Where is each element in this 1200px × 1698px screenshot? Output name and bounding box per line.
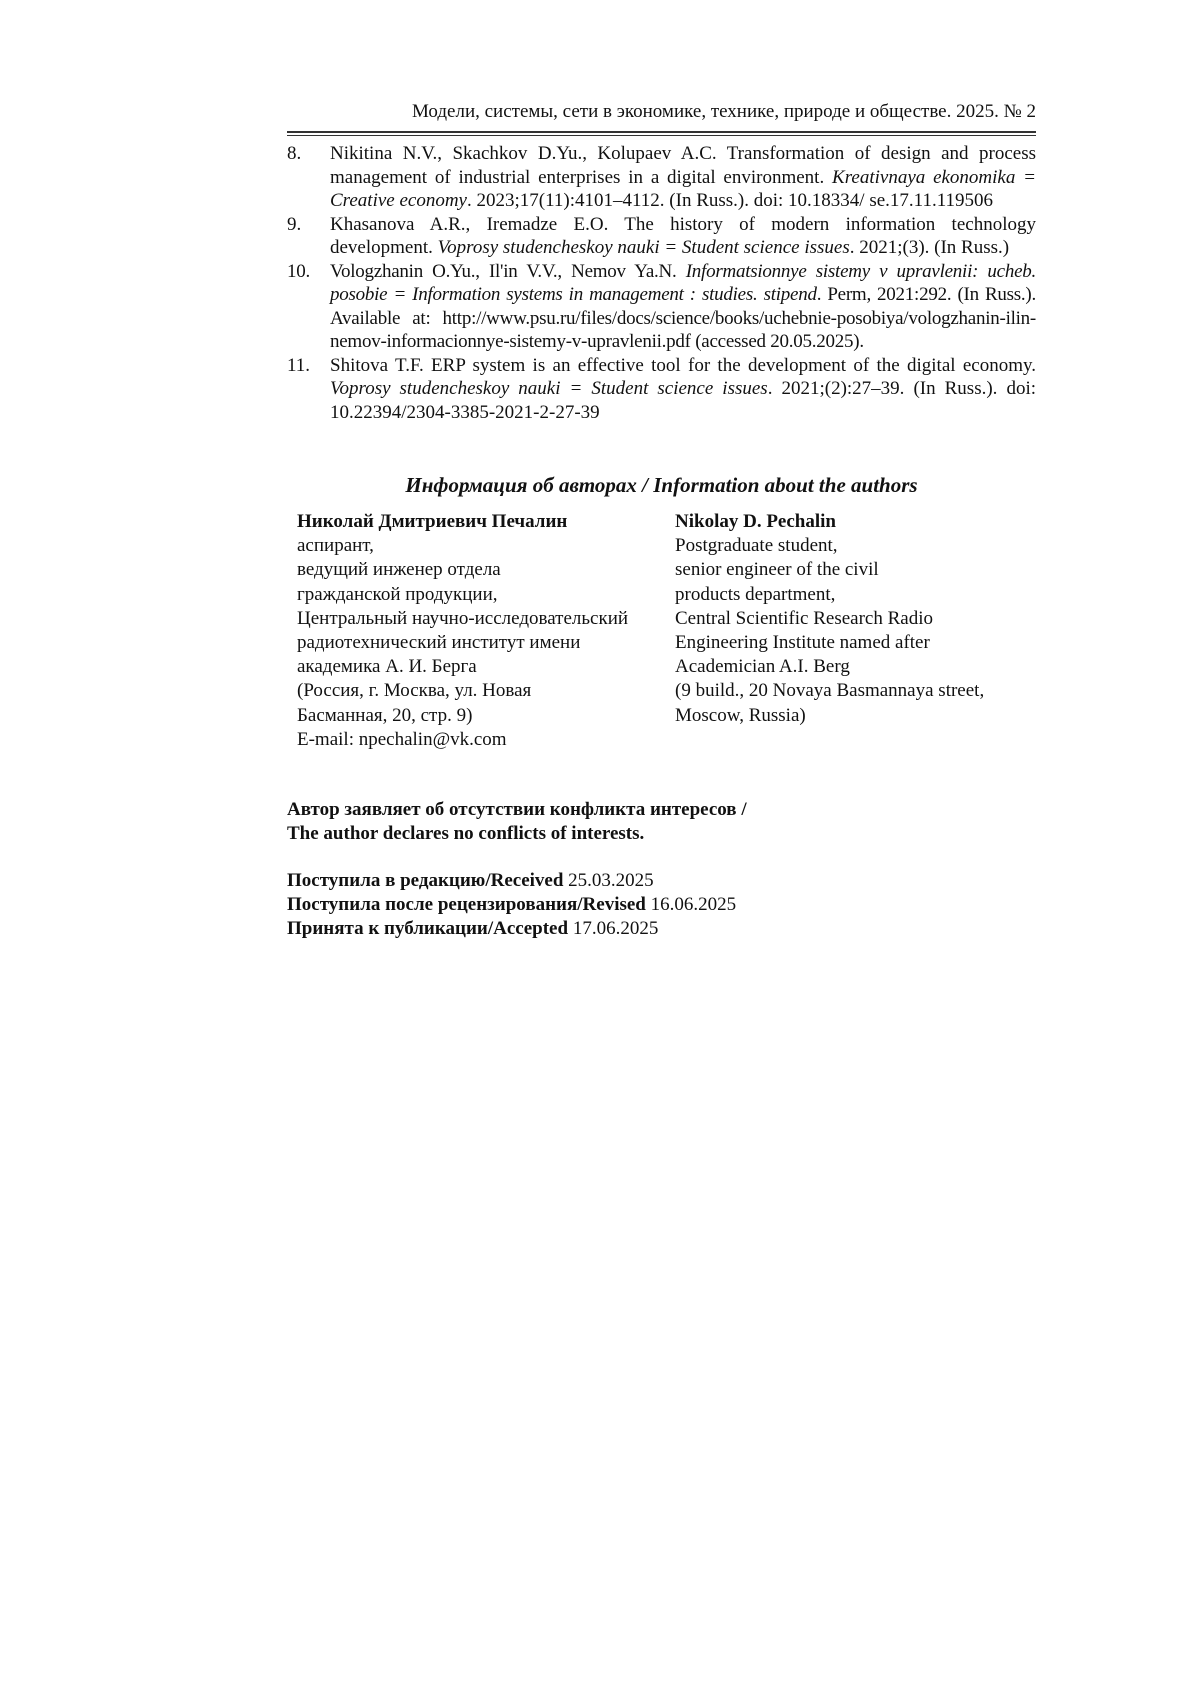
author-line: senior engineer of the civil	[675, 559, 879, 581]
received-date	[287, 869, 1036, 893]
header-rule-thin	[287, 135, 1036, 136]
author-name-ru: Николай Дмитриевич Печалин	[297, 511, 568, 532]
reference-journal: Informatsionnye sistemy v upravlenii: ucheb. posobie = Information systems in management : studies. stipend	[330, 260, 1036, 305]
conflict-line-ru: Автор заявляет об отсутствии конфликта интересов /	[287, 799, 747, 820]
author-line: products department,	[675, 583, 836, 605]
author-info-ru	[297, 510, 667, 752]
conflict-line-en: The author declares no conflicts of interests.	[287, 823, 645, 844]
revised-date	[287, 893, 1036, 917]
revised-value: 16.06.2025	[645, 894, 737, 915]
reference-item	[287, 142, 1036, 213]
accepted-label: Принята к публикации/Accepted	[287, 918, 569, 939]
author-line: (9 build., 20 Novaya Basmannaya street,	[675, 680, 985, 702]
header-rule	[287, 131, 1036, 133]
reference-journal: Voprosy studencheskoy nauki = Student science issues	[437, 237, 850, 258]
reference-list	[287, 142, 1036, 424]
revised-label: Поступила после рецензирования/Revised	[287, 894, 646, 915]
author-line: Центральный научно-исследовательский	[297, 607, 629, 629]
author-line: ведущий инженер отдела	[297, 559, 501, 581]
reference-item	[287, 260, 1036, 354]
accepted-value: 17.06.2025	[568, 918, 659, 939]
reference-text: Khasanova A.R., Iremadze E.O. The history of modern information technology development.	[330, 213, 1036, 258]
reference-details: . 2021;(2):27–39. (In Russ.). doi: 10.22394/2304-3385-2021-2-27-39	[330, 378, 1036, 423]
author-line: Postgraduate student,	[675, 535, 838, 557]
article-dates	[287, 869, 1036, 941]
received-value: 25.03.2025	[563, 870, 654, 891]
reference-text: Nikitina N.V., Skachkov D.Yu., Kolupaev A.C. Transformation of design and process management of industrial enterprises in a digital environment.	[330, 143, 1036, 188]
author-line: Moscow, Russia)	[675, 704, 806, 726]
reference-number: 8.	[287, 143, 302, 164]
author-line: Central Scientific Research Radio	[675, 607, 933, 629]
author-line: (Россия, г. Москва, ул. Новая	[297, 680, 532, 702]
reference-details: . 2021;(3). (In Russ.)	[849, 237, 1010, 258]
reference-item	[287, 354, 1036, 425]
reference-journal: Voprosy studencheskoy nauki = Student science issues	[330, 378, 768, 399]
reference-number: 11.	[287, 354, 311, 376]
reference-number: 10.	[287, 260, 310, 282]
author-name-en: Nikolay D. Pechalin	[675, 511, 836, 532]
reference-number: 9.	[287, 213, 302, 235]
author-email: E-mail: npechalin@vk.com	[297, 728, 507, 750]
author-line: радиотехнический институт имени	[297, 632, 581, 654]
author-line: Басманная, 20, стр. 9)	[297, 704, 473, 726]
authors-heading: Информация об авторах / Information about the authors	[405, 473, 918, 497]
reference-text: Vologzhanin O.Yu., Il'in V.V., Nemov Ya.N.	[330, 260, 686, 282]
author-info-en	[675, 510, 1045, 728]
author-line: академика А. И. Берга	[297, 656, 477, 678]
author-line: Engineering Institute named after	[675, 632, 930, 654]
received-label: Поступила в редакцию/Received	[287, 870, 564, 891]
running-header: Модели, системы, сети в экономике, технике, природе и обществе. 2025. № 2	[411, 101, 1036, 122]
author-line: Academician A.I. Berg	[675, 656, 850, 678]
reference-details: . 2023;17(11):4101–4112. (In Russ.). doi: 10.18334/ se.17.11.119506	[467, 190, 993, 211]
reference-text: Shitova T.F. ERP system is an effective tool for the development of the digital economy.	[330, 354, 1036, 376]
reference-item	[287, 213, 1036, 260]
author-line: аспирант,	[297, 535, 374, 557]
conflict-statement	[287, 798, 1036, 846]
author-line: гражданской продукции,	[297, 583, 498, 605]
accepted-date	[287, 917, 1036, 941]
reference-details: . Perm, 2021:292. (In Russ.). Available at: http://www.psu.ru/files/docs/science/books/uchebnie-posobiya/vologzhanin-ilin-nemov-informacionnye-sistemy-v-upravlenii.pdf (accessed 20.05.2025).	[330, 284, 1036, 352]
reference-journal: Kreativnaya ekonomika = Creative economy	[330, 166, 1036, 211]
